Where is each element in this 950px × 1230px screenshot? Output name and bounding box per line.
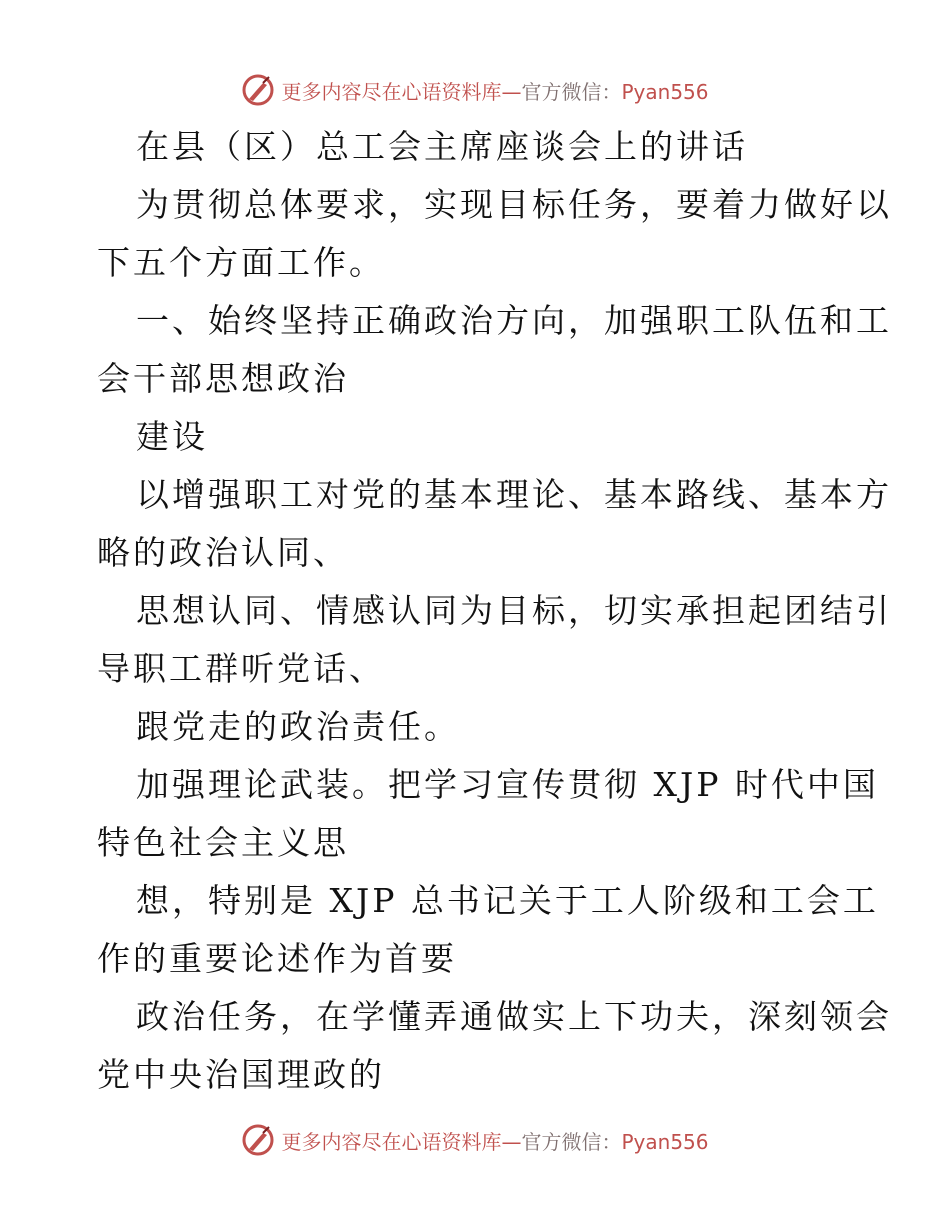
section-heading-line: 一、始终坚持正确政治方向，加强职工队伍和工 [136, 301, 892, 340]
section-heading-line: 建设 [136, 417, 208, 456]
banner-wechat-id: Pyan556 [621, 79, 709, 104]
paragraph-line: 加强理论武装。把学习宣传贯彻 XJP 时代中国 [136, 765, 879, 804]
document-title: 在县（区）总工会主席座谈会上的讲话 [136, 127, 748, 166]
paragraph-line: 想，特别是 XJP 总书记关于工人阶级和工会工 [136, 881, 879, 920]
section-heading-line: 会干部思想政治 [97, 359, 349, 398]
banner-site-name: 更多内容尽在心语资料库 [281, 79, 502, 104]
footer-banner [0, 1120, 950, 1160]
header-banner [0, 70, 950, 110]
banner-dash: — [501, 1129, 522, 1154]
paragraph-line: 为贯彻总体要求，实现目标任务，要着力做好以 [136, 185, 892, 224]
paragraph-line: 作的重要论述作为首要 [97, 939, 457, 978]
banner-dash: — [501, 79, 522, 104]
paragraph-line: 特色社会主义思 [97, 823, 349, 862]
banner-wechat-label: 官方微信： [521, 79, 622, 104]
banner-text [281, 1126, 708, 1155]
paragraph-line: 跟党走的政治责任。 [136, 707, 460, 746]
paragraph-line: 以增强职工对党的基本理论、基本路线、基本方 [136, 475, 892, 514]
paragraph-line: 下五个方面工作。 [97, 243, 385, 282]
banner-site-name: 更多内容尽在心语资料库 [281, 1129, 502, 1154]
quill-pen-logo-icon [241, 1123, 275, 1157]
banner-text [281, 76, 708, 105]
banner-wechat-id: Pyan556 [621, 1129, 709, 1154]
paragraph-line: 略的政治认同、 [97, 533, 349, 572]
paragraph-line: 导职工群听党话、 [97, 649, 385, 688]
paragraph-line: 政治任务，在学懂弄通做实上下功夫，深刻领会 [136, 997, 892, 1036]
banner-wechat-label: 官方微信： [521, 1129, 622, 1154]
paragraph-line: 思想认同、情感认同为目标，切实承担起团结引 [136, 591, 892, 630]
paragraph-line: 党中央治国理政的 [97, 1055, 385, 1094]
document-body [97, 118, 892, 1104]
quill-pen-logo-icon [241, 73, 275, 107]
